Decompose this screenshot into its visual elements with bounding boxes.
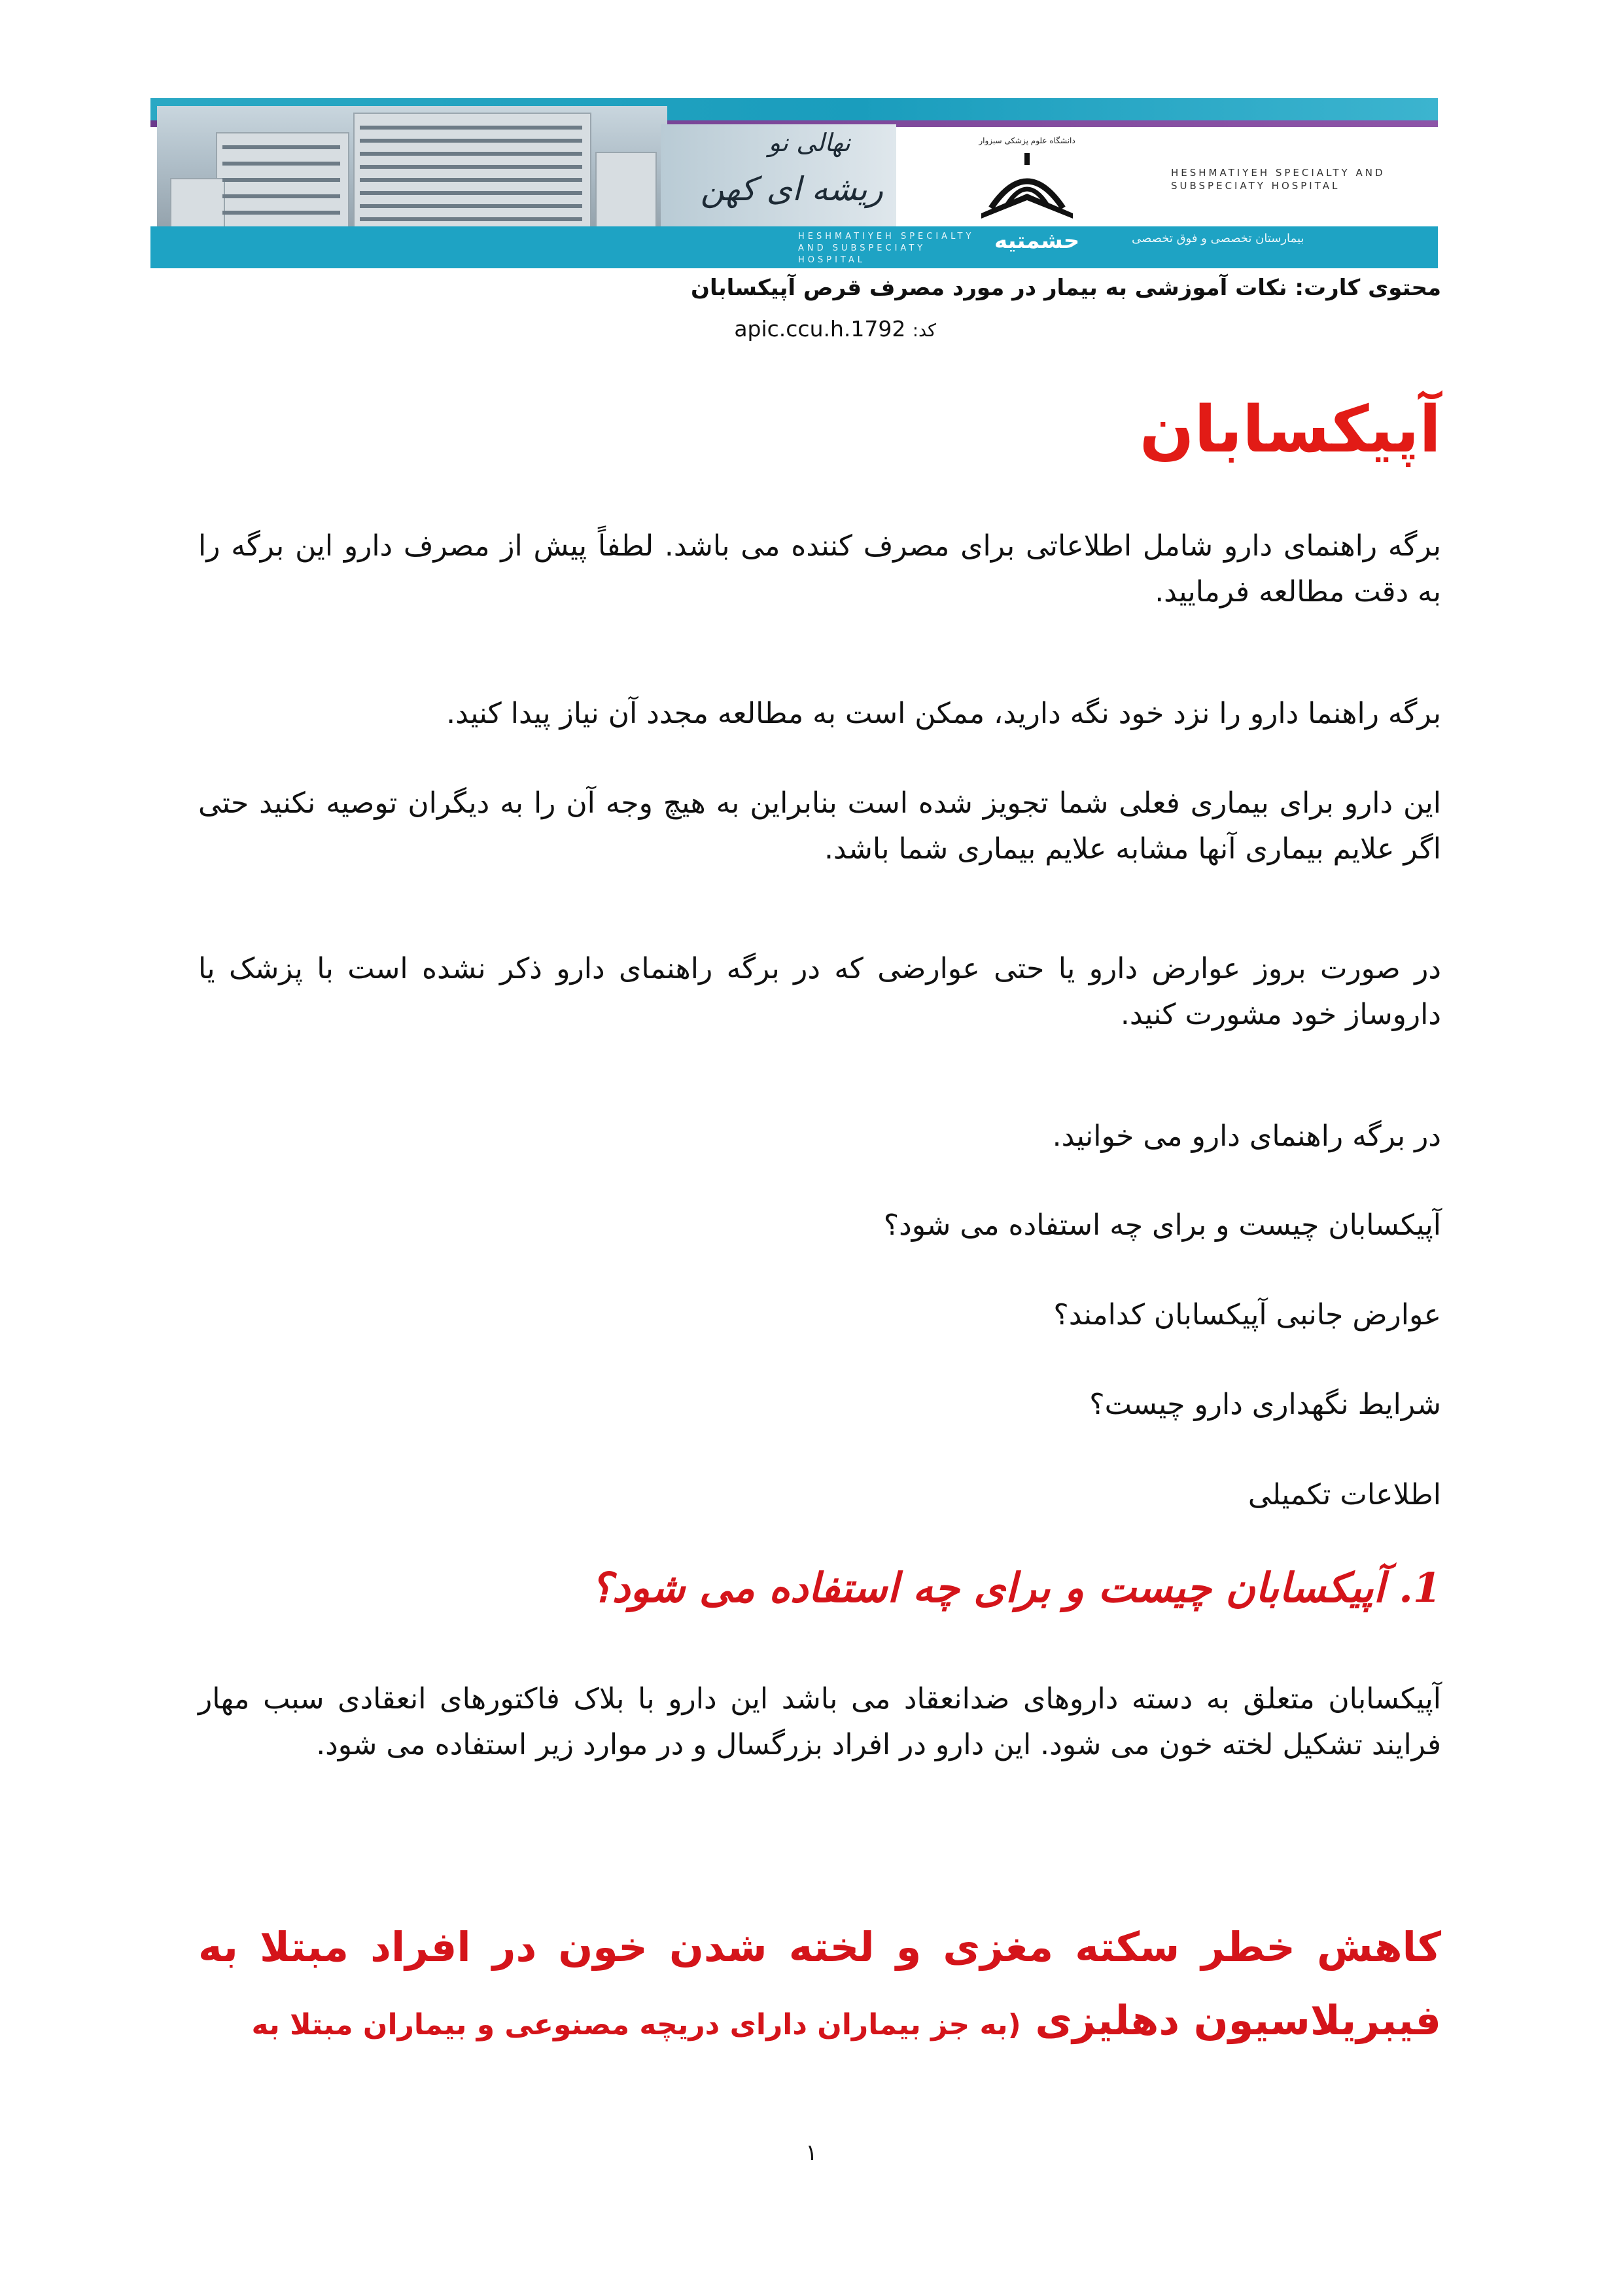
section-1-point-note: (به جز بیماران دارای دریچه مصنوعی و بیماران مبتلا به — [251, 2008, 1021, 2041]
toc-item: آپیکسابان چیست و برای چه استفاده می شود؟ — [883, 1209, 1441, 1242]
hospital-header-banner — [150, 98, 1438, 268]
band-hospital-en: HESHMATIYEH SPECIALTY AND SUBSPECIATY HOSPITAL — [798, 232, 975, 265]
toc-item: اطلاعات تکمیلی — [1248, 1478, 1441, 1511]
toc-item: شرایط نگهداری دارو چیست؟ — [1089, 1388, 1441, 1421]
section-1-point-text: کاهش خطر سکته مغزی و لخته شدن خون در افراد مبتلا به فیبریلاسیون دهلیزی — [198, 1923, 1441, 2044]
code-label: کد: — [912, 321, 936, 341]
page-number: ۱ — [805, 2140, 818, 2166]
code-line — [734, 316, 936, 342]
section-1-heading: 1. آپیکسابان چیست و برای چه استفاده می شود؟ — [590, 1564, 1441, 1612]
section-1-body: آپیکسابان متعلق به دسته داروهای ضدانعقاد می باشد این دارو با بلاک فاکتورهای انعقادی سبب مهار فرایند تشکیل لخته خون می شود. این دارو در افراد بزرگسال و در موارد زیر استفاده می شود. — [198, 1682, 1441, 1761]
band-hospital-fa: بیمارستان تخصصی و فوق تخصصی — [1132, 232, 1304, 245]
hospital-name-en: HESHMATIYEH SPECIALTY AND SUBSPECIATY HOSPITAL — [1171, 167, 1386, 192]
toc-item: عوارض جانبی آپیکسابان کدامند؟ — [1053, 1298, 1441, 1332]
university-caption: دانشگاه علوم پزشکی سبزوار — [979, 136, 1075, 145]
section-1-point — [198, 1911, 1441, 2062]
band-hospital-name: حشمتیه — [994, 228, 1080, 254]
intro-paragraph: این دارو برای بیماری فعلی شما تجویز شده است بنابراین به هیچ وجه آن را به دیگران توصیه نکنید حتی اگر علایم بیماری آنها مشابه علایم بیماری شما باشد. — [198, 786, 1441, 866]
slogan-line1: نهالی نو — [768, 128, 850, 157]
slogan-line2: ریشه ای کهن — [700, 170, 883, 208]
code-value: apic.ccu.h.1792 — [734, 316, 906, 342]
slogan-calligraphy — [661, 124, 896, 236]
hospital-building-photo — [157, 106, 667, 243]
card-content-line: محتوی کارت: نکات آموزشی به بیمار در مورد مصرف قرص آپیکسابان — [691, 275, 1441, 301]
book-dome-logo-icon — [962, 148, 1092, 223]
toc-item: در برگه راهنمای دارو می خوانید. — [1052, 1120, 1441, 1153]
intro-paragraph: برگه راهنما دارو را نزد خود نگه دارید، ممکن است به مطالعه مجدد آن نیاز پیدا کنید. — [446, 697, 1441, 730]
intro-paragraph: برگه راهنمای دارو شامل اطلاعاتی برای مصرف کننده می باشد. لطفاً پیش از مصرف دارو این برگه را به دقت مطالعه فرمایید. — [198, 529, 1441, 609]
university-logo — [962, 136, 1092, 221]
intro-paragraph: در صورت بروز عوارض دارو یا حتی عوارضی که در برگه راهنمای دارو ذکر نشده است با پزشک یا داروساز خود مشورت کنید. — [198, 952, 1441, 1031]
page-title: آپیکسابان — [1139, 393, 1441, 467]
